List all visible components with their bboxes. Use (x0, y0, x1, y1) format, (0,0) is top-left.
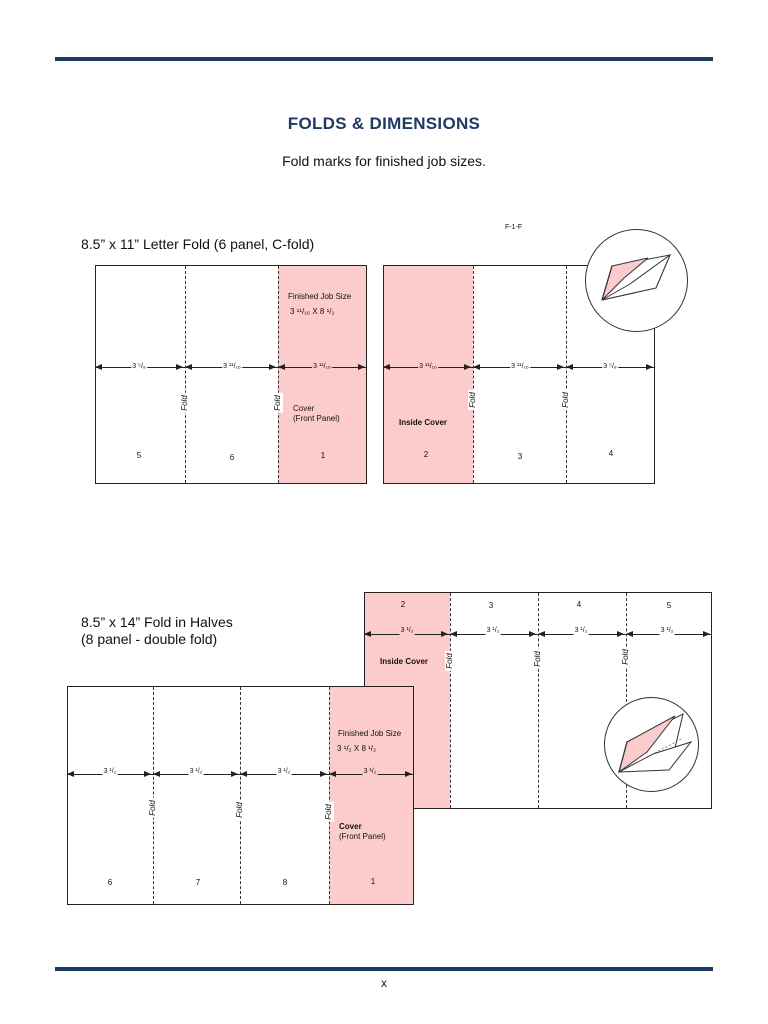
panel-number: 5 (136, 451, 142, 460)
halves-front-sheet (67, 686, 414, 905)
panel-3-width: 3 ¹¹/₁₆ (511, 363, 529, 370)
panel-number: 3 (488, 601, 494, 610)
panel-number: 8 (282, 878, 288, 887)
cover-label: Cover (293, 404, 315, 413)
fold-mark-label: Fold (235, 802, 244, 818)
panel-4-width: 3 ¹/₂ (574, 627, 588, 634)
fold-mark-label: Fold (445, 653, 454, 669)
fold-mark-label: Fold (273, 395, 282, 411)
panel-number: 6 (107, 878, 113, 887)
panel-number: 4 (608, 449, 614, 458)
panel-2-inside-cover (384, 266, 473, 483)
panel-1-cover (278, 266, 366, 483)
panel-number: 2 (400, 600, 406, 609)
panel-7 (153, 687, 240, 904)
panel-1-width: 3 ¹/₂ (363, 768, 377, 775)
panel-6-width: 3 ¹/₂ (103, 768, 117, 775)
top-rule (55, 57, 713, 61)
finished-size-label: Finished Job Size (338, 729, 402, 738)
panel-8 (240, 687, 329, 904)
panel-number: 2 (423, 450, 429, 459)
trifold-illustration-icon (586, 230, 686, 330)
panel-3 (473, 266, 566, 483)
fold-mark-label: Fold (324, 804, 333, 820)
panel-number: 7 (195, 878, 201, 887)
cover-label: Cover (339, 822, 362, 831)
fold-mark-label: Fold (533, 651, 542, 667)
letter-fold-heading: 8.5” x 11” Letter Fold (6 panel, C-fold) (81, 236, 315, 252)
fold-mark-label: Fold (621, 649, 630, 665)
panel-7-width: 3 ¹/₂ (189, 768, 203, 775)
panel-number: 1 (370, 877, 376, 886)
finished-size-value: 3 ¹¹/₁₆ X 8 ¹/₂ (290, 307, 335, 316)
finished-size-label: Finished Job Size (288, 292, 352, 301)
bottom-rule (55, 967, 713, 971)
panel-number: 5 (666, 601, 672, 610)
panel-2-width: 3 ¹¹/₁₆ (419, 363, 437, 370)
panel-5-width: 3 ⁵/₈ (132, 363, 146, 370)
fold-mark-label: Fold (468, 392, 477, 408)
finished-size-value: 3 ¹/₂ X 8 ¹/₂ (337, 744, 377, 753)
panel-number: 6 (229, 453, 235, 462)
fold-code: F-1-F (505, 224, 523, 231)
page-title: FOLDS & DIMENSIONS (287, 114, 481, 133)
panel-4-width: 3 ⁵/₈ (603, 363, 617, 370)
front-panel-label: (Front Panel) (339, 832, 386, 841)
panel-1-cover (329, 687, 413, 904)
letter-outside-sheet (95, 265, 367, 484)
panel-number: 4 (576, 600, 582, 609)
double-fold-illustration-icon (605, 698, 697, 790)
page-number: x (381, 976, 387, 990)
page-subtitle: Fold marks for finished job sizes. (282, 153, 486, 169)
panel-6 (185, 266, 278, 483)
panel-number: 1 (320, 451, 326, 460)
panel-5-width: 3 ¹/₂ (660, 627, 674, 634)
panel-2-width: 3 ¹/₂ (400, 627, 414, 634)
halves-heading-line2: (8 panel - double fold) (81, 631, 218, 647)
fold-mark-label: Fold (180, 395, 189, 411)
fold-mark-label: Fold (148, 800, 157, 816)
panel-number: 3 (517, 452, 523, 461)
inside-cover-label: Inside Cover (399, 418, 448, 427)
panel-3-width: 3 ¹/₂ (486, 627, 500, 634)
panel-1-width: 3 ¹¹/₁₆ (313, 363, 331, 370)
trifold-illustration (585, 229, 688, 332)
fold-mark-label: Fold (561, 392, 570, 408)
halves-heading-line1: 8.5” x 14” Fold in Halves (81, 614, 233, 630)
double-fold-illustration (604, 697, 699, 792)
panel-8-width: 3 ¹/₂ (277, 768, 291, 775)
panel-5 (96, 266, 185, 483)
halves-fold-heading (81, 614, 233, 648)
panel-6 (68, 687, 153, 904)
inside-cover-label: Inside Cover (380, 657, 429, 666)
front-panel-label: (Front Panel) (293, 414, 340, 423)
panel-6-width: 3 ¹¹/₁₆ (223, 363, 241, 370)
